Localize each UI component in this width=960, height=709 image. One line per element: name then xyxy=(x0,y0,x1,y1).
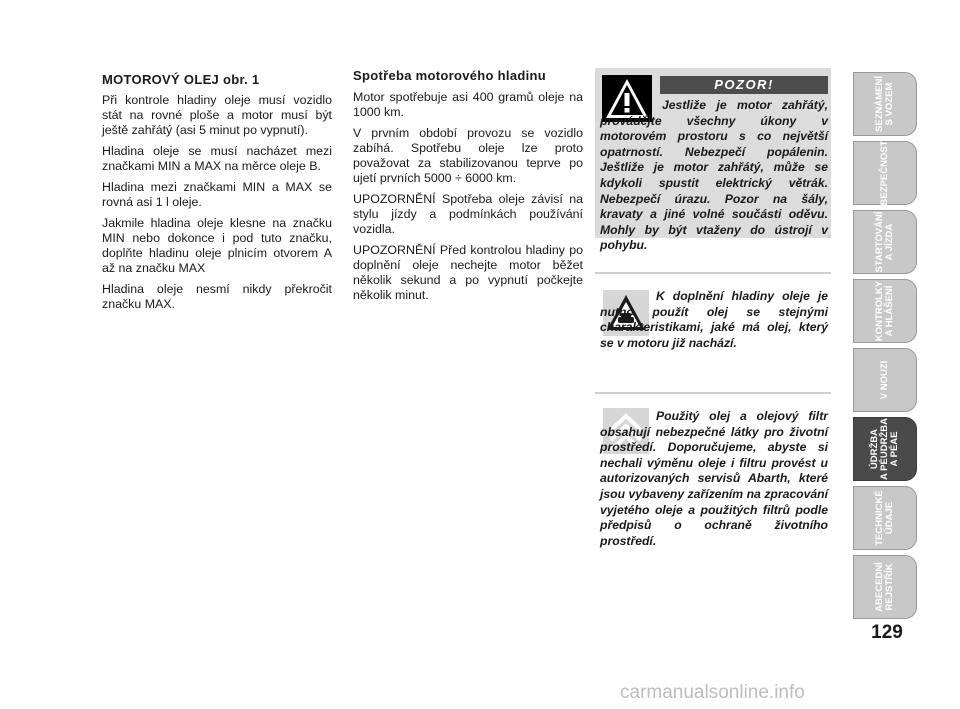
car-note-content: K doplnění hladiny oleje je nutno použít olej se stejnými charakteristikami, jaké má olej, který se v motoru již nachází. xyxy=(600,289,828,350)
paragraph: V prvním období provozu se vozidlo zabíhá. Spotřebu oleje lze proto považovat za stabilizovanou teprve po ujetí prvních 5000 ÷ 6000 km. xyxy=(353,126,583,185)
tab-rejstrik[interactable] xyxy=(853,555,917,619)
tab-label: SEZNÁMENÍ S VOZEM xyxy=(874,76,895,132)
tab-label: TECHNICKÉ ÚDAJE xyxy=(874,490,895,546)
tab-startovani[interactable] xyxy=(853,210,917,274)
car-note-text xyxy=(600,289,828,351)
section-heading: MOTOROVÝ OLEJ obr. 1 xyxy=(102,72,260,87)
tab-technicke[interactable] xyxy=(853,486,917,550)
environment-note-content: Použitý olej a olejový filtr obsahují nebezpečné látky pro životní prostředí. Doporučujeme, abyste si nechali výměnu oleje i filtru provést u autorizovaných servisů Abarth, které jsou vybaveny zařízením na zpracování vyjetého oleje a použitých filtrů podle předpisů o ochraně životního prostředí. xyxy=(600,409,828,548)
paragraph: Hladina mezi značkami MIN a MAX se rovná asi 1 l oleje. xyxy=(102,180,332,209)
section-heading: Spotřeba motorového hladinu xyxy=(353,68,546,83)
paragraph: Při kontrole hladiny oleje musí vozidlo stát na rovné ploše a motor musí být ještě zahřátý (asi 5 minut po vypnutí). xyxy=(102,93,332,137)
paragraph: UPOZORNĚNÍ Před kontrolou hladiny po doplnění oleje nechejte motor běžet několik sekund a po vypnutí počkejte několik minut. xyxy=(353,243,583,302)
tab-kontrolky[interactable] xyxy=(853,279,917,343)
consumption-section xyxy=(353,68,583,309)
tab-seznameni[interactable] xyxy=(853,72,917,136)
warning-text xyxy=(600,98,828,254)
tab-udrzba[interactable] xyxy=(853,417,917,481)
tab-bezpecnost[interactable] xyxy=(853,141,917,205)
tab-label: BEZPEČNOST xyxy=(879,140,890,206)
warning-text-content: Jestliže je motor zahřátý, provádějte všechny úkony v motorovém prostoru s co největší opatrností. Nebezpečí popálenin. Ještliže je motor zahřátý, může se kdykoli spustit elektrický větrák. Nebezpečí úrazu. Pozor na šály, kravaty a jiné volné součásti oděvu. Mohly by být vtaženy do ústrojí v pohybu. xyxy=(600,98,828,253)
divider xyxy=(595,272,831,274)
warning-label: POZOR! xyxy=(660,76,828,94)
paragraph: Hladina oleje nesmí nikdy překročit značku MAX. xyxy=(102,282,332,311)
tab-v-nouzi[interactable] xyxy=(853,348,917,412)
tab-label: STARTOVÁNÍ A JÍZDA xyxy=(874,211,895,273)
tab-label: V NOUZI xyxy=(879,360,890,400)
paragraph: UPOZORNĚNÍ Spotřeba oleje závisí na stylu jízdy a podmínkách používání vozidla. xyxy=(353,192,583,236)
paragraph: Motor spotřebuje asi 400 gramů oleje na 1000 km. xyxy=(353,90,583,119)
watermark: carmanualsonline.info xyxy=(620,682,805,703)
paragraph: Jakmile hladina oleje klesne na značku MIN nebo dokonce i pod tuto značku, doplňte hladinu oleje plnicím otvorem A až na značku MAX xyxy=(102,216,332,275)
page-number: 129 xyxy=(871,622,903,643)
paragraph: Hladina oleje se musí nacházet mezi značkami MIN a MAX na měrce oleje B. xyxy=(102,144,332,173)
tab-label: KONTROLKY A HLÁŠENÍ xyxy=(874,280,895,342)
tab-label: ABECEDNÍ REJSTŘÍK xyxy=(874,562,895,612)
tab-label: ÚDRŽBA A PÉUDRŽBA A PÉAE xyxy=(869,418,900,480)
oil-section xyxy=(102,72,332,318)
divider xyxy=(595,392,831,394)
environment-note-text xyxy=(600,409,828,549)
